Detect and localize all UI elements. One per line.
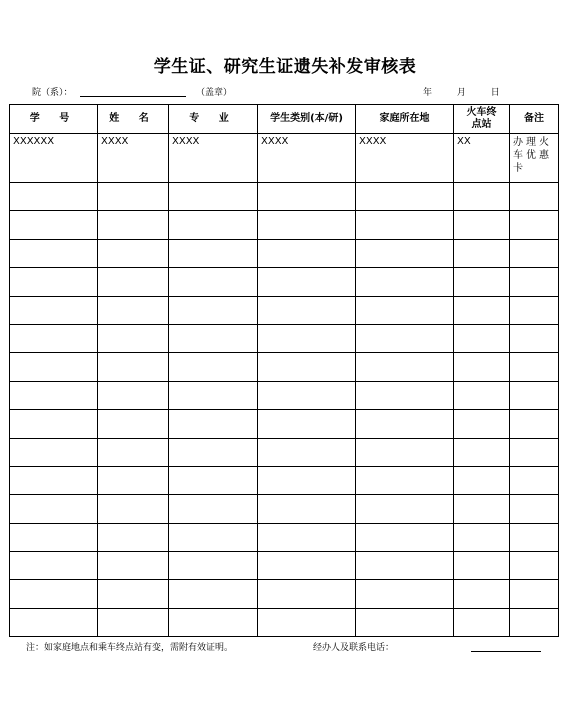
table-cell[interactable] (169, 353, 258, 381)
header-train-terminal (454, 105, 510, 134)
table-cell[interactable] (454, 608, 510, 636)
table-cell[interactable] (510, 495, 559, 523)
table-row (10, 381, 559, 409)
table-cell[interactable] (454, 381, 510, 409)
table-cell[interactable] (510, 466, 559, 494)
cell-name[interactable]: XXXX (98, 134, 169, 183)
table-cell[interactable] (169, 580, 258, 608)
table-cell[interactable] (356, 608, 454, 636)
table-cell[interactable] (10, 466, 98, 494)
header-remarks: 备注 (510, 105, 559, 134)
table-cell[interactable] (510, 381, 559, 409)
table-cell[interactable] (10, 381, 98, 409)
table-cell[interactable] (356, 239, 454, 267)
table-cell[interactable] (356, 296, 454, 324)
table-cell[interactable] (10, 268, 98, 296)
table-cell[interactable] (10, 296, 98, 324)
college-label: 院（系）： (32, 88, 73, 98)
table-cell[interactable] (454, 296, 510, 324)
table-cell[interactable] (10, 353, 98, 381)
table-cell[interactable] (258, 324, 356, 352)
table-cell[interactable] (258, 211, 356, 239)
table-cell[interactable] (258, 580, 356, 608)
table-cell[interactable] (169, 324, 258, 352)
table-cell[interactable] (454, 353, 510, 381)
cell-train-terminal[interactable]: XX (454, 134, 510, 183)
table-cell[interactable] (10, 580, 98, 608)
table-cell[interactable] (98, 268, 169, 296)
table-cell[interactable] (258, 353, 356, 381)
table-cell[interactable] (98, 580, 169, 608)
table-cell[interactable] (10, 552, 98, 580)
table-row (10, 239, 559, 267)
table-cell[interactable] (356, 381, 454, 409)
table-cell[interactable] (510, 552, 559, 580)
table-cell[interactable] (169, 466, 258, 494)
table-cell[interactable] (454, 580, 510, 608)
table-row (10, 608, 559, 636)
table-cell[interactable] (258, 608, 356, 636)
cell-remarks[interactable]: 办理火车优惠卡 (510, 134, 559, 183)
table-cell[interactable] (98, 466, 169, 494)
table-cell[interactable] (454, 438, 510, 466)
table-cell[interactable] (454, 523, 510, 551)
table-cell[interactable] (98, 381, 169, 409)
table-cell[interactable] (98, 608, 169, 636)
table-cell[interactable] (258, 466, 356, 494)
table-row (10, 580, 559, 608)
footer-note: 注：如家庭地点和乘车终点站有变，需附有效证明。 (26, 643, 234, 653)
table-cell[interactable] (10, 324, 98, 352)
table-cell[interactable] (169, 183, 258, 211)
table-cell[interactable] (258, 552, 356, 580)
table-cell[interactable] (356, 438, 454, 466)
seal-label: （盖章） (196, 88, 233, 98)
table-cell[interactable] (98, 438, 169, 466)
table-cell[interactable] (356, 324, 454, 352)
table-cell[interactable] (10, 495, 98, 523)
table-row (10, 353, 559, 381)
table-cell[interactable] (454, 211, 510, 239)
table-cell[interactable] (98, 211, 169, 239)
table-cell[interactable] (169, 268, 258, 296)
table-cell[interactable] (356, 268, 454, 296)
table-row (10, 268, 559, 296)
table-row-example (10, 134, 559, 183)
table-cell[interactable] (258, 239, 356, 267)
table-cell[interactable] (454, 268, 510, 296)
table-cell[interactable] (169, 211, 258, 239)
table-cell[interactable] (258, 381, 356, 409)
table-row (10, 183, 559, 211)
table-cell[interactable] (510, 211, 559, 239)
table-cell[interactable] (356, 353, 454, 381)
replacement-review-table (9, 104, 559, 637)
table-header-row (10, 105, 559, 134)
table-row (10, 296, 559, 324)
table-cell[interactable] (10, 211, 98, 239)
header-home-location: 家庭所在地 (356, 105, 454, 134)
table-cell[interactable] (356, 580, 454, 608)
table-cell[interactable] (169, 239, 258, 267)
table-cell[interactable] (10, 183, 98, 211)
table-cell[interactable] (98, 552, 169, 580)
table-cell[interactable] (169, 495, 258, 523)
table-cell[interactable] (454, 495, 510, 523)
table-cell[interactable] (510, 438, 559, 466)
table-cell[interactable] (258, 183, 356, 211)
table-cell[interactable] (10, 608, 98, 636)
table-row (10, 438, 559, 466)
table-cell[interactable] (258, 268, 356, 296)
table-cell[interactable] (169, 523, 258, 551)
table-cell[interactable] (510, 296, 559, 324)
header-name: 姓 名 (98, 105, 169, 134)
table-cell[interactable] (356, 552, 454, 580)
cell-major[interactable]: XXXX (169, 134, 258, 183)
table-cell[interactable] (510, 183, 559, 211)
table-cell[interactable] (356, 183, 454, 211)
header-train-terminal-label: 火车终点站 (466, 107, 497, 130)
table-cell[interactable] (169, 381, 258, 409)
table-row (10, 324, 559, 352)
table-cell[interactable] (10, 239, 98, 267)
cell-student-id[interactable]: XXXXXX (10, 134, 98, 183)
college-fill-line[interactable] (80, 96, 186, 97)
table-row (10, 211, 559, 239)
table-cell[interactable] (356, 410, 454, 438)
table-row (10, 466, 559, 494)
table-cell[interactable] (10, 438, 98, 466)
table-cell[interactable] (169, 410, 258, 438)
handler-fill-line[interactable] (471, 651, 541, 652)
table-cell[interactable] (98, 183, 169, 211)
table-cell[interactable] (258, 296, 356, 324)
table-cell[interactable] (454, 239, 510, 267)
table-row (10, 410, 559, 438)
table-cell[interactable] (510, 580, 559, 608)
table-cell[interactable] (510, 239, 559, 267)
table-cell[interactable] (258, 523, 356, 551)
table-cell[interactable] (169, 552, 258, 580)
table-cell[interactable] (169, 296, 258, 324)
table-cell[interactable] (356, 495, 454, 523)
table-cell[interactable] (510, 523, 559, 551)
table-cell[interactable] (98, 495, 169, 523)
empty-rows-body (10, 183, 559, 637)
table-row (10, 523, 559, 551)
table-cell[interactable] (356, 466, 454, 494)
cell-home-location[interactable]: XXXX (356, 134, 454, 183)
table-cell[interactable] (98, 353, 169, 381)
date-label: 年 月 日 (423, 88, 500, 98)
table-cell[interactable] (10, 410, 98, 438)
table-cell[interactable] (169, 608, 258, 636)
table-cell[interactable] (510, 608, 559, 636)
header-student-id: 学 号 (10, 105, 98, 134)
table-cell[interactable] (510, 268, 559, 296)
table-cell[interactable] (454, 410, 510, 438)
table-cell[interactable] (510, 324, 559, 352)
table-row (10, 552, 559, 580)
table-cell[interactable] (258, 438, 356, 466)
table-cell[interactable] (98, 239, 169, 267)
table-cell[interactable] (454, 324, 510, 352)
cell-student-type[interactable]: XXXX (258, 134, 356, 183)
table-cell[interactable] (454, 183, 510, 211)
table-cell[interactable] (169, 438, 258, 466)
table-cell[interactable] (258, 410, 356, 438)
table-cell[interactable] (510, 353, 559, 381)
table-cell[interactable] (10, 523, 98, 551)
table-cell[interactable] (98, 410, 169, 438)
table-cell[interactable] (356, 523, 454, 551)
table-cell[interactable] (98, 523, 169, 551)
table-cell[interactable] (98, 296, 169, 324)
table-cell[interactable] (454, 466, 510, 494)
table-cell[interactable] (356, 211, 454, 239)
form-title: 学生证、研究生证遗失补发审核表 (153, 57, 417, 77)
table-cell[interactable] (510, 410, 559, 438)
header-major: 专 业 (169, 105, 258, 134)
header-student-type: 学生类别(本/研) (258, 105, 356, 134)
table-cell[interactable] (98, 324, 169, 352)
table-cell[interactable] (258, 495, 356, 523)
table-cell[interactable] (454, 552, 510, 580)
table-row (10, 495, 559, 523)
handler-label: 经办人及联系电话： (313, 643, 395, 653)
